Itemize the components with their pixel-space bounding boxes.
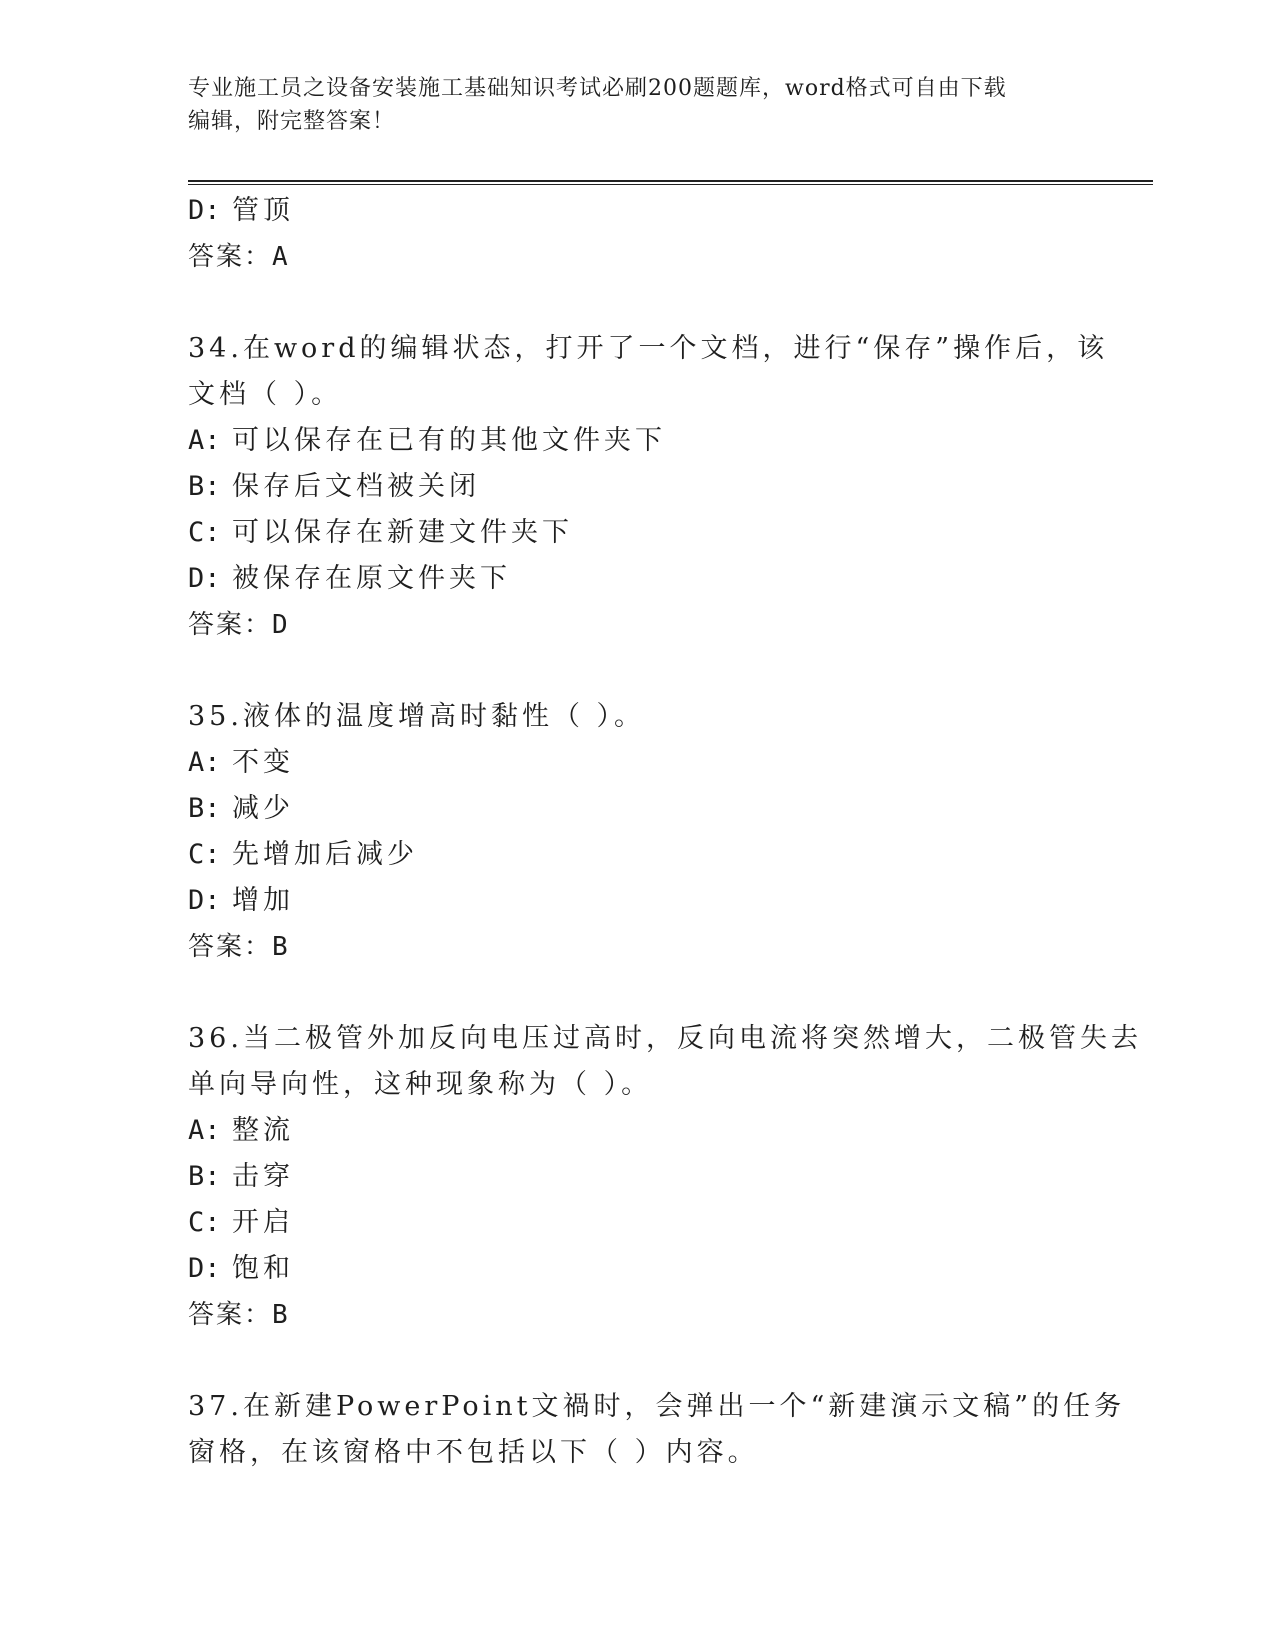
question-34-line-2: 文档（ ）。 xyxy=(188,379,343,410)
header-line-2: 编辑，附完整答案！ xyxy=(188,109,396,134)
option-label: B: xyxy=(188,793,221,824)
option-d xyxy=(188,188,1088,234)
answer: 答案：D xyxy=(188,610,290,640)
option-text: 保存后文档被关闭 xyxy=(232,471,480,502)
question-35-line-1: 35.液体的温度增高时黏性（ ）。 xyxy=(188,701,646,732)
option-text: 先增加后减少 xyxy=(232,839,418,870)
answer: 答案：B xyxy=(188,1300,290,1330)
question-37-line-1: 37.在新建PowerPoint文禍时，会弹出一个“新建演示文稿”的任务 xyxy=(188,1391,1126,1422)
option-label: B: xyxy=(188,471,221,502)
option-label: C: xyxy=(188,1207,221,1238)
answer: 答案：A xyxy=(188,242,290,272)
option-d xyxy=(188,556,1088,602)
header-rule-thin xyxy=(188,184,1153,185)
header-line-1: 专业施工员之设备安装施工基础知识考试必刷200题题库，word格式可自由下载 xyxy=(188,76,1007,101)
spacer xyxy=(188,1338,1088,1384)
option-text: 击穿 xyxy=(232,1161,294,1192)
option-text: 减少 xyxy=(232,793,294,824)
option-label: D: xyxy=(188,885,221,916)
option-a xyxy=(188,1108,1088,1154)
option-label: A: xyxy=(188,425,221,456)
option-text: 饱和 xyxy=(232,1253,294,1284)
option-label: A: xyxy=(188,1115,221,1146)
option-label: D: xyxy=(188,195,221,226)
option-b xyxy=(188,464,1088,510)
question-37-line-2: 窗格，在该窗格中不包括以下（ ）内容。 xyxy=(188,1437,759,1468)
option-text: 可以保存在已有的其他文件夹下 xyxy=(232,425,666,456)
option-label: A: xyxy=(188,747,221,778)
option-text: 不变 xyxy=(232,747,294,778)
option-label: C: xyxy=(188,517,221,548)
option-label: D: xyxy=(188,1253,221,1284)
option-label: C: xyxy=(188,839,221,870)
question-36-line-1: 36.当二极管外加反向电压过高时，反向电流将突然增大，二极管失去 xyxy=(188,1023,1142,1054)
option-a xyxy=(188,418,1088,464)
option-text: 整流 xyxy=(232,1115,294,1146)
question-36-line-2: 单向导向性，这种现象称为（ ）。 xyxy=(188,1069,653,1100)
header-rule-thick xyxy=(188,180,1153,182)
spacer xyxy=(188,648,1088,694)
option-b xyxy=(188,786,1088,832)
spacer xyxy=(188,970,1088,1016)
document-body xyxy=(188,188,1142,1476)
option-b xyxy=(188,1154,1088,1200)
option-text: 可以保存在新建文件夹下 xyxy=(232,517,573,548)
option-label: D: xyxy=(188,563,221,594)
option-c xyxy=(188,832,1088,878)
spacer xyxy=(188,280,1088,326)
option-c xyxy=(188,510,1088,556)
option-text: 被保存在原文件夹下 xyxy=(232,563,511,594)
document-header xyxy=(188,72,1088,138)
option-d xyxy=(188,1246,1088,1292)
answer: 答案：B xyxy=(188,932,290,962)
question-34-line-1: 34.在word的编辑状态，打开了一个文档，进行“保存”操作后，该 xyxy=(188,333,1109,364)
option-label: B: xyxy=(188,1161,221,1192)
option-text: 管顶 xyxy=(232,195,294,226)
option-d xyxy=(188,878,1088,924)
option-text: 开启 xyxy=(232,1207,294,1238)
option-text: 增加 xyxy=(232,885,294,916)
option-c xyxy=(188,1200,1088,1246)
option-a xyxy=(188,740,1088,786)
